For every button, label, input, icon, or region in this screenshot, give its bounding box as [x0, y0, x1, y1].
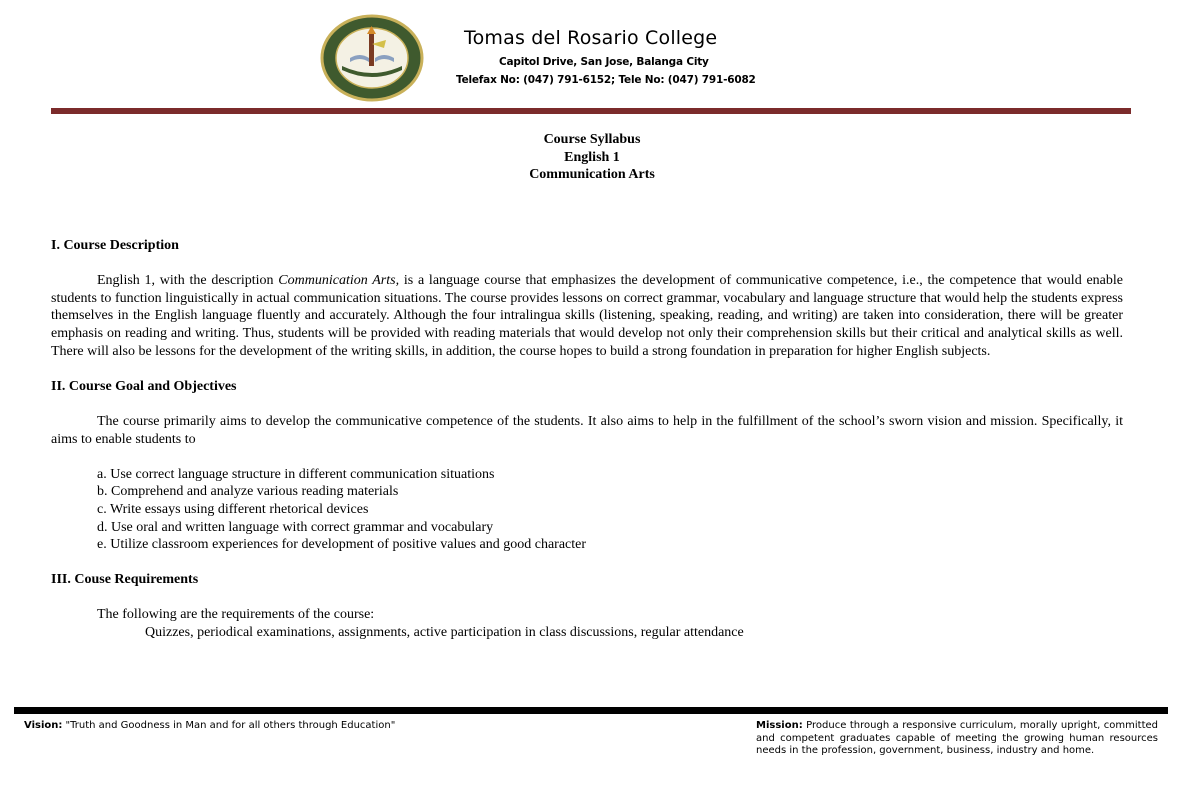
description-text-start: English 1, with the description	[97, 273, 279, 289]
footer-divider	[14, 707, 1168, 714]
mission-label: Mission:	[756, 720, 803, 731]
college-address: Capitol Drive, San Jose, Balanga City	[499, 56, 709, 68]
objectives-list	[51, 466, 1123, 554]
college-seal-icon	[320, 14, 424, 102]
description-course-title: Communication Arts,	[278, 273, 400, 289]
college-phones: Telefax No: (047) 791-6152; Tele No: (047) 791-6082	[456, 74, 756, 86]
letterhead	[0, 0, 1200, 120]
list-item: d. Use oral and written language with correct grammar and vocabulary	[97, 519, 494, 535]
list-item: a. Use correct language structure in different communication situations	[97, 466, 495, 482]
title-line-2: English 1	[564, 149, 620, 165]
title-line-3: Communication Arts	[529, 167, 655, 182]
goals-paragraph: The course primarily aims to develop the communicative competence of the students. It also aims to help in the fulfillment of the school’s sworn vision and mission. Specifically, it aims to enable students to	[51, 413, 1123, 447]
list-item: b. Comprehend and analyze various reading materials	[97, 484, 399, 500]
section-heading-requirements: III. Couse Requirements	[51, 572, 199, 588]
list-item: c. Write essays using different rhetorical devices	[97, 501, 369, 517]
document-title	[0, 131, 1184, 184]
vision-text: "Truth and Goodness in Man and for all others through Education"	[62, 720, 396, 731]
title-line-1: Course Syllabus	[543, 132, 641, 147]
syllabus-body	[51, 237, 1123, 642]
mission-text: Produce through a responsive curriculum, morally upright, committed and competent graduates capable of meeting the growing human resources needs in the profession, government, business, industry and home.	[756, 720, 1158, 756]
list-item: e. Utilize classroom experiences for development of positive values and good character	[97, 537, 587, 553]
college-name: Tomas del Rosario College	[464, 27, 718, 49]
section-heading-goals: II. Course Goal and Objectives	[51, 378, 237, 394]
vision-label: Vision:	[24, 720, 63, 731]
requirements-items: Quizzes, periodical examinations, assignments, active participation in class discussions, regular attendance	[145, 625, 744, 641]
mission-statement	[756, 720, 1158, 758]
description-text-rest: is a language course that emphasizes the development of communicative competence, i.e., the competence that would enable students to function linguistically in actual communication situations. The course provides lessons on correct grammar, vocabulary and language structure that would help the students express themselves in the English language fluently and accurately. Although the four intralingua skills (listening, speaking, reading, and writing) are taken into consideration, there will be greater emphasis on reading and writing. Thus, students will be provided with reading materials that would develop not only their comprehension skills but their critical and analytical skills as well. There will also be lessons for the development of the writing skills, in addition, the course hopes to build a strong foundation in preparation for higher English subjects.	[51, 273, 1123, 359]
header-divider	[51, 108, 1131, 114]
section-heading-course-description: I. Course Description	[51, 238, 179, 253]
vision-statement	[24, 720, 444, 733]
course-description-paragraph	[51, 272, 1123, 360]
requirements-intro: The following are the requirements of the course:	[97, 607, 375, 623]
